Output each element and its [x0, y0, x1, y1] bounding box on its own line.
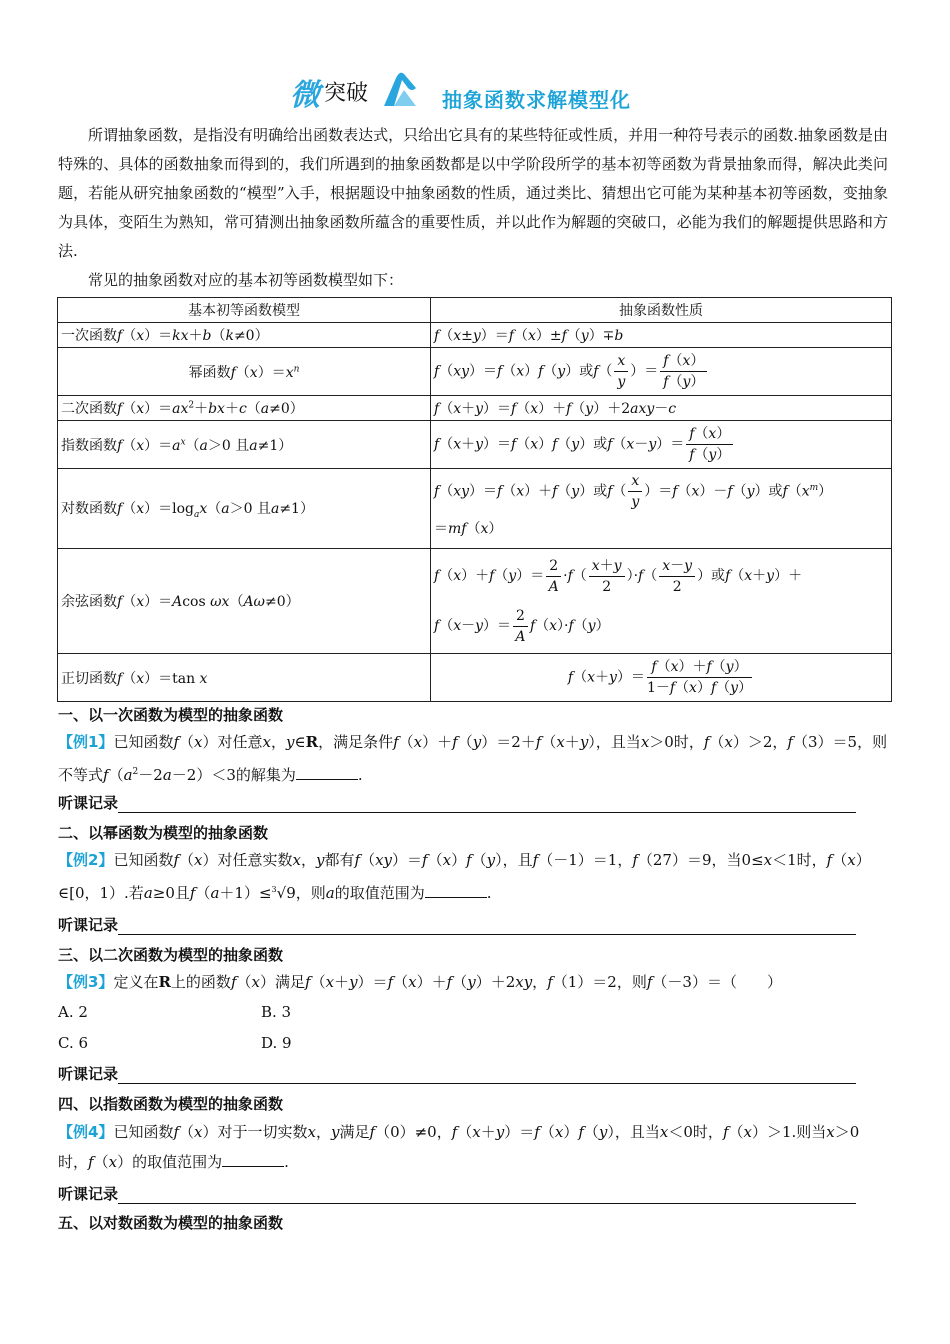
table-row [58, 654, 892, 702]
note-label: 听课记录 [58, 1185, 119, 1203]
note-row [58, 1063, 863, 1084]
note-label: 听课记录 [58, 794, 119, 812]
table-header-cell: 基本初等函数模型 [58, 298, 431, 323]
option-a[interactable]: A. 2 [58, 1003, 88, 1021]
page-header [290, 68, 710, 112]
option-d[interactable]: D. 9 [261, 1034, 292, 1052]
example-3: 【例3】定义在R上的函数f（x）满足f（x＋y）＝f（x）＋f（y）＋2xy，f（1）＝2，则f（－3）＝（ ） [58, 973, 782, 991]
example-tag: 【例3】 [58, 973, 114, 991]
example-tag: 【例4】 [58, 1123, 114, 1141]
model-cell: 余弦函数f（x）＝Acos ωx（Aω≠0） [58, 549, 431, 654]
note-row [58, 1183, 863, 1204]
note-line[interactable] [118, 1189, 856, 1204]
note-row [58, 914, 863, 935]
property-cell: f（xy）＝f（x）＋f（y）或f（ $\frac{x}{y}$ ）＝f（x）－f（y）或$f(x^m)$ ＝mf（x） [431, 469, 892, 549]
model-cell: 正切函数f（x）＝tan x [58, 654, 431, 702]
table-row [58, 469, 892, 549]
model-table [57, 297, 892, 702]
example-tag: 【例2】 [58, 851, 114, 869]
intro-paragraph-2: 常见的抽象函数对应的基本初等函数模型如下： [88, 271, 404, 289]
option-c[interactable]: C. 6 [58, 1034, 89, 1052]
option-b[interactable]: B. 3 [261, 1003, 292, 1021]
note-line[interactable] [118, 1069, 856, 1084]
note-label: 听课记录 [58, 1065, 119, 1083]
brand-tupo: 突破 [324, 81, 369, 106]
note-row [58, 792, 863, 813]
property-cell: f（x）＋f（y）＝ $\frac{2}{A}$ ·f（ $\frac{x+y}{2}$ ）·f（ $\frac{x-y}{2}$ ）或f（x＋y）＋ f（x－y）＝ $\frac{2}{A}$ f（x）·f（y） [431, 549, 892, 654]
model-cell: 指数函数$f(x)=a^x(a>0$ 且a≠1） [58, 421, 431, 469]
model-cell: 幂函数$f(x)=x^n$ [58, 348, 431, 396]
note-label: 听课记录 [58, 916, 119, 934]
brand-wei: 微 [290, 78, 320, 113]
page-title: 抽象函数求解模型化 [442, 88, 631, 112]
section-heading: 三、以二次函数为模型的抽象函数 [58, 946, 284, 964]
property-cell: f（x＋y）＝f（x）f（y）或f（x－y）＝ $\frac{f(x)}{f(y)}$ [431, 421, 892, 469]
table-header-cell: 抽象函数性质 [431, 298, 892, 323]
section-heading: 五、以对数函数为模型的抽象函数 [58, 1214, 284, 1232]
table-row [58, 348, 892, 396]
property-cell: f（x＋y）＝ $\frac{f(x)+f(y)}{1-f(x)f(y)}$ [431, 654, 892, 702]
section-heading: 一、以一次函数为模型的抽象函数 [58, 706, 284, 724]
note-line[interactable] [118, 798, 856, 813]
table-header-row [58, 298, 892, 323]
example-1: 【例1】已知函数f（x）对任意x，y∈R，满足条件f（x）＋f（y）＝2＋f（x＋y），且当x＞0时，f（x）＞2，f（3）＝5，则不等式$f(a^2-2a-2)<3$的解集为 . [58, 733, 888, 784]
model-cell: 对数函数$f(x)=\log_ax(a>0$ 且a≠1） [58, 469, 431, 549]
table-row [58, 323, 892, 348]
table-row [58, 396, 892, 421]
example-tag: 【例1】 [58, 733, 114, 751]
intro-paragraph: 所谓抽象函数，是指没有明确给出函数表达式，只给出它具有的某些特征或性质，并用一种符号表示的函数.抽象函数是由特殊的、具体的函数抽象而得到的，我们所遇到的抽象函数都是以中学阶段所学的基本初等函数为背景抽象而得，解决此类问题，若能从研究抽象函数的“模型”入手，根据题设中抽象函数的性质，通过类比、猜想出它可能为某种基本初等函数，变抽象为具体，变陌生为熟知，常可猜测出抽象函数所蕴含的重要性质，并以此作为解题的突破口，必能为我们的解题提供思路和方法. [58, 126, 888, 260]
section-heading: 四、以指数函数为模型的抽象函数 [58, 1095, 284, 1113]
note-line[interactable] [118, 920, 856, 935]
section-heading: 二、以幂函数为模型的抽象函数 [58, 824, 269, 842]
property-cell: f（x＋y）＝f（x）＋f（y）＋2axy－c [431, 396, 892, 421]
model-cell: 一次函数f（x）＝kx＋b（k≠0） [58, 323, 431, 348]
mountain-logo-icon [382, 68, 418, 108]
property-cell: f（x±y）＝f（x）±f（y）∓b [431, 323, 892, 348]
example-4: 【例4】已知函数f（x）对于一切实数x，y满足f（0）≠0，f（x＋y）＝f（x）f（y），且当x＜0时，f（x）＞1.则当x＞0时，f（x）的取值范围为 . [58, 1123, 860, 1171]
property-cell: f（xy）＝f（x）f（y）或f（ $\frac{x}{y}$ ）＝ $\frac{f(x)}{f(y)}$ [431, 348, 892, 396]
example-2: 【例2】已知函数f（x）对任意实数x，y都有f（xy）＝f（x）f（y），且f（－1）＝1，f（27）＝9，当0≤x＜1时，f（x）∈[0，1）.若a≥0且f（a＋1）≤$^3$√9，则a的取值范围为 . [58, 851, 871, 902]
model-cell: 二次函数$f(x)=ax^2+bx+c(a\ne 0)$ [58, 396, 431, 421]
table-row [58, 549, 892, 654]
table-row [58, 421, 892, 469]
